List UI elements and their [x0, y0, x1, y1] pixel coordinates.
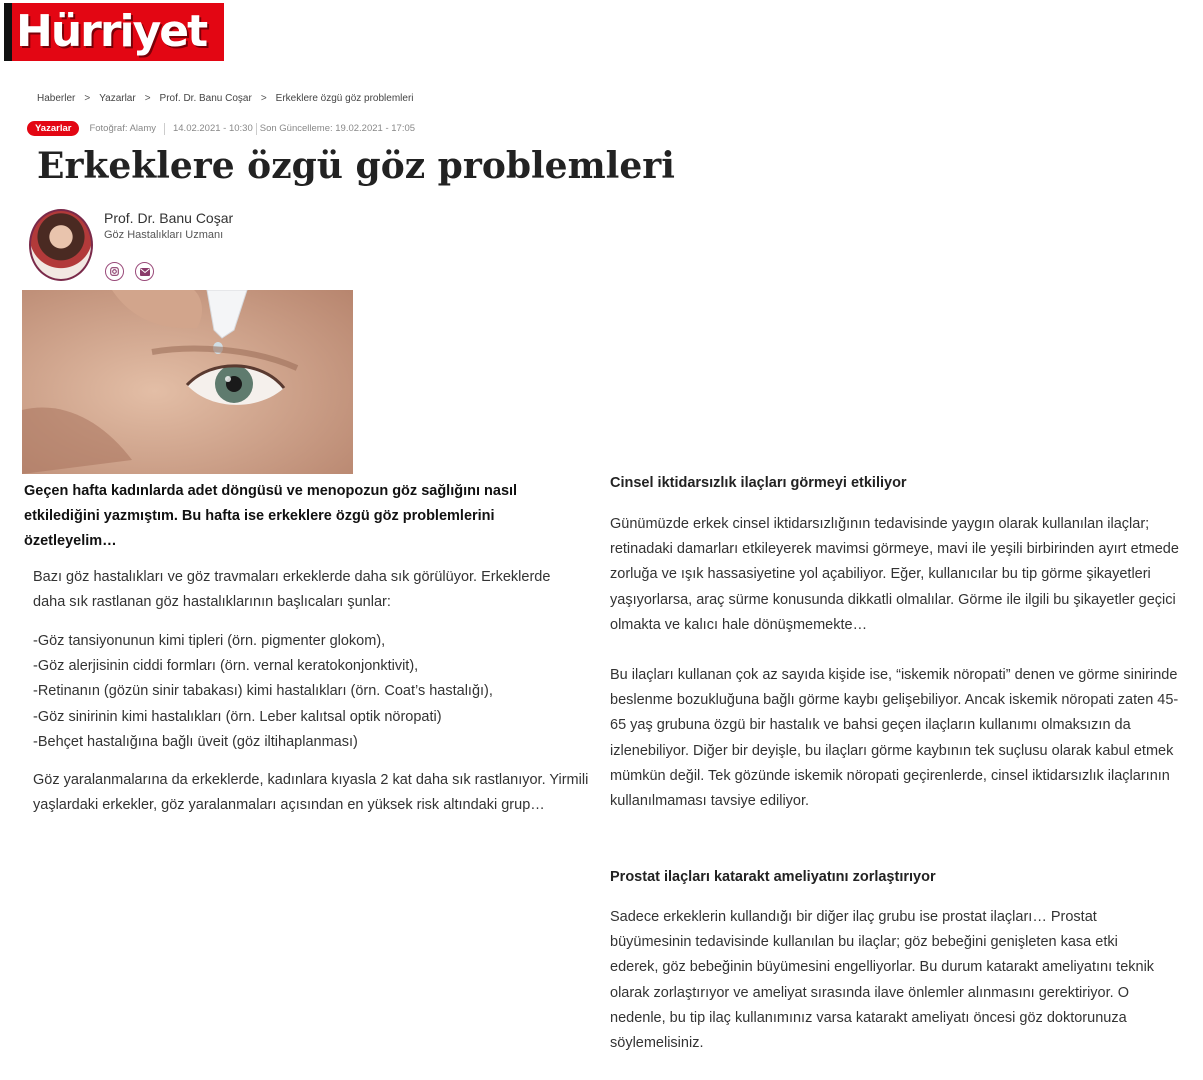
email-glyph — [140, 268, 150, 276]
breadcrumb-yazarlar[interactable]: Yazarlar — [99, 93, 136, 104]
breadcrumb-separator: > — [260, 93, 267, 104]
list-item: -Göz alerjisinin ciddi formları (örn. vernal keratokonjonktivit), — [33, 658, 419, 675]
article-paragraph: Bazı göz hastalıkları ve göz travmaları erkeklerde daha sık görülüyor. Erkeklerde daha sık rastlanan göz hastalıklarının başlıcaları şunlar: — [33, 569, 551, 611]
category-badge[interactable]: Yazarlar — [27, 121, 79, 136]
article-paragraph: Günümüzde erkek cinsel iktidarsızlığının tedavisinde yaygın olarak kullanılan ilaçlar; retinadaki damarları etkileyerek mavimsi görmeye, mavi ile yeşili birbirinden ayırt etmede zorluğa ve ışık hassasiyetine yol açabiliyor. Eğer, kullanıcılar bu tip görme şikayetleri yaşıyorlarsa, araç sürme konusunda dikkatli olmalılar. Görme ile ilgili bu şikayetler geçici olmakta ve kalıcı hale dönüşmemekte… — [610, 516, 1179, 633]
breadcrumb-haberler[interactable]: Haberler — [37, 93, 76, 104]
instagram-glyph — [110, 267, 119, 276]
published-date: 14.02.2021 - 10:30 — [172, 123, 253, 134]
instagram-icon[interactable] — [105, 262, 124, 281]
meta-divider — [256, 123, 257, 135]
article-paragraph: Göz yaralanmalarına da erkeklerde, kadınlara kıyasla 2 kat daha sık rastlanıyor. Yirmili yaşlardaki erkekler, göz yaralanmaları açısından en yüksek risk altındaki grup… — [33, 772, 589, 814]
article-photo — [22, 290, 353, 474]
breadcrumb-current: Erkeklere özgü göz problemleri — [275, 93, 414, 104]
section-heading: Cinsel iktidarsızlık ilaçları görmeyi etkiliyor — [610, 475, 907, 491]
eye-drop-illustration — [22, 290, 353, 474]
list-item: -Retinanın (gözün sinir tabakası) kimi hastalıkları (örn. Coat’s hastalığı), — [33, 683, 493, 700]
breadcrumb-author[interactable]: Prof. Dr. Banu Coşar — [159, 93, 252, 104]
logo-text: Hürriyet — [16, 6, 207, 57]
breadcrumb-separator: > — [84, 93, 91, 104]
article-meta — [27, 121, 415, 136]
article-paragraph: Bu ilaçları kullanan çok az sayıda kişide ise, “iskemik nöropati” denen ve görme sinirinde beslenme bozukluğuna bağlı görme kaybı gelişebiliyor. Ancak iskemik nöropati zaten 45-65 yaş grubuna özgü bir hastalık ve bahsi geçen ilaçların kullanımı olmaksızın da izlenebiliyor. Diğer bir deyişle, bu ilaçları görme kaybının tek suçlusu olarak kabul etmek mümkün değil. Tek gözünde iskemik nöropati geçirenlerde, cinsel iktidarsızlık ilaçlarının kullanılmaması tavsiye ediliyor. — [610, 667, 1179, 810]
meta-divider — [164, 123, 165, 135]
article-paragraph: Sadece erkeklerin kullandığı bir diğer ilaç grubu ise prostat ilaçları… Prostat büyümesinin tedavisinde kullanılan bu ilaçlar; göz bebeğini genişleten kasa etki ederek, göz bebeğinin büyümesini engelliyorlar. Bu durum katarakt ameliyatını teknik olarak zorlaştırıyor ve ameliyat sırasında ilave önlemler alınmasını gerektiriyor. O nedenle, bu tip ilaç kullanımınız varsa katarakt ameliyatı öncesi göz doktorunuza söylemelisiniz. — [610, 909, 1155, 1052]
breadcrumb — [37, 93, 414, 104]
breadcrumb-separator: > — [144, 93, 151, 104]
list-item: -Göz sinirinin kimi hastalıkları (örn. Leber kalıtsal optik nöropati) — [33, 708, 442, 725]
email-icon[interactable] — [135, 262, 154, 281]
updated-date: Son Güncelleme: 19.02.2021 - 17:05 — [259, 123, 416, 134]
author-avatar[interactable] — [29, 209, 93, 281]
list-item: -Behçet hastalığına bağlı üveit (göz iltihaplanması) — [33, 733, 358, 750]
author-name[interactable]: Prof. Dr. Banu Coşar — [104, 210, 234, 226]
author-title: Göz Hastalıkları Uzmanı — [104, 229, 224, 241]
list-item: -Göz tansiyonunun kimi tipleri (örn. pigmenter glokom), — [33, 633, 386, 649]
section-heading: Prostat ilaçları katarakt ameliyatını zorlaştırıyor — [610, 869, 936, 885]
disease-list — [33, 629, 593, 755]
article-title: Erkeklere özgü göz problemleri — [37, 145, 675, 187]
article-lead: Geçen hafta kadınlarda adet döngüsü ve menopozun göz sağlığını nasıl etkilediğini yazmıştım. Bu hafta ise erkeklere özgü göz problemlerini özetleyelim… — [24, 483, 518, 549]
photo-credit: Fotoğraf: Alamy — [89, 123, 156, 134]
hurriyet-logo[interactable] — [4, 3, 224, 61]
